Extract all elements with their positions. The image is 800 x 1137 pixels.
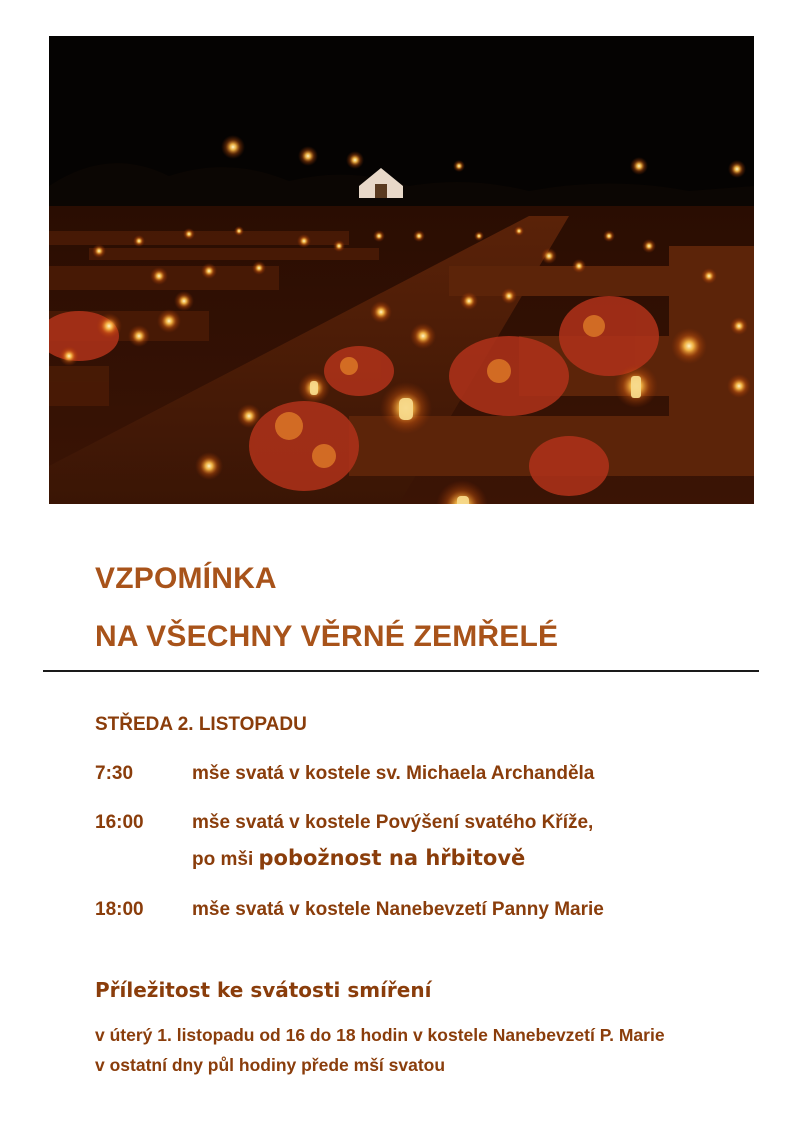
confession-line: v úterý 1. listopadu od 16 do 18 hodin v kostele Nanebevzetí P. Marie — [95, 1025, 665, 1045]
cemetery-night-photo — [49, 36, 754, 504]
continuation-emphasis: pobožnost na hřbitově — [258, 846, 526, 870]
divider-rule — [43, 670, 759, 672]
schedule-time: 7:30 — [95, 763, 134, 784]
schedule-continuation — [192, 846, 525, 871]
schedule-time: 16:00 — [95, 812, 144, 833]
schedule-day-heading: STŘEDA 2. LISTOPADU — [95, 714, 307, 735]
confession-heading: Příležitost ke svátosti smíření — [95, 978, 432, 1002]
schedule-description: mše svatá v kostele Povýšení svatého Kříže, — [192, 812, 594, 833]
schedule-description: mše svatá v kostele Nanebevzetí Panny Marie — [192, 899, 604, 920]
continuation-prefix: po mši — [192, 849, 259, 870]
confession-line: v ostatní dny půl hodiny přede mší svatou — [95, 1055, 446, 1075]
title-line-1: VZPOMÍNKA — [95, 562, 277, 595]
schedule-time: 18:00 — [95, 899, 144, 920]
schedule-description: mše svatá v kostele sv. Michaela Archanděla — [192, 763, 595, 784]
title-line-2: NA VŠECHNY VĚRNÉ ZEMŘELÉ — [95, 620, 559, 653]
